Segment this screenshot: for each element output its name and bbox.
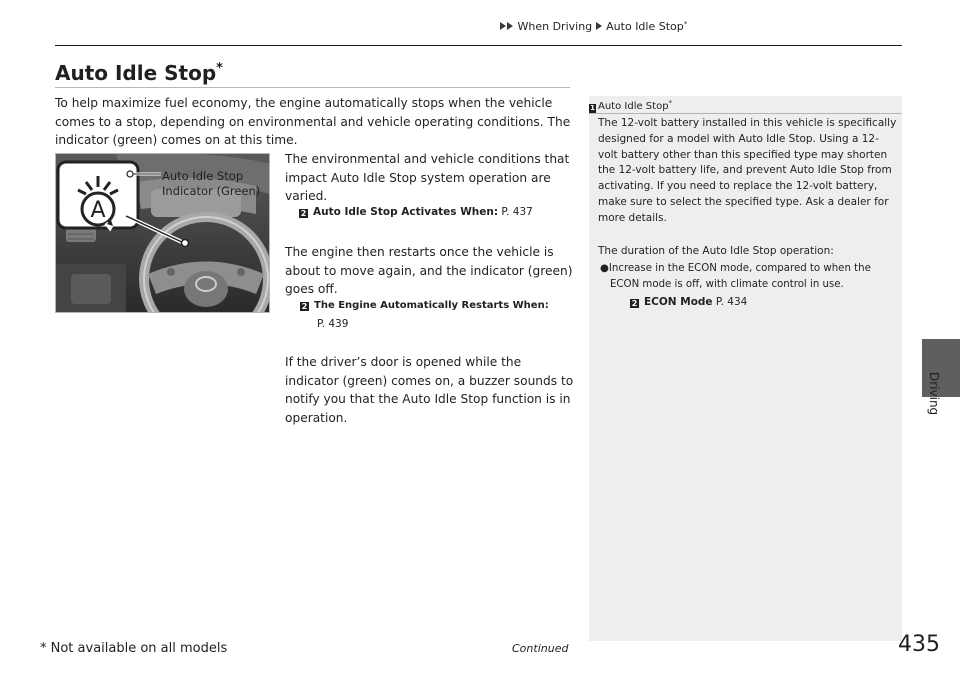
- intro-paragraph: To help maximize fuel economy, the engine automatically stops when the vehicle comes to a stop, depending on environmental and vehicle operating conditions. The indicator (green) comes on at this time.: [55, 96, 571, 147]
- page-title: [55, 61, 223, 85]
- battery-note: The 12-volt battery installed in this vehicle is specifically designed for a model with Auto Idle Stop. Using a 12-volt battery other than this specified type may shorten the 12-volt battery life, and prevent Auto Idle Stop from activating. If you need to replace the 12-volt battery, make sure to select the specified type. Ask a dealer for more details.: [598, 117, 897, 224]
- callout-line2: Indicator (Green): [162, 184, 261, 198]
- footnote: * Not available on all models: [40, 641, 228, 656]
- indicator-callout-label: [162, 169, 260, 199]
- cross-reference-restarts[interactable]: [300, 300, 549, 311]
- duration-bullet: [598, 261, 898, 293]
- cross-reference-page: P. 437: [501, 206, 533, 218]
- breadcrumb-section[interactable]: When Driving: [517, 20, 593, 33]
- title-divider: [55, 87, 570, 88]
- cross-reference-icon: 2: [301, 302, 308, 311]
- cross-reference-page: P. 434: [715, 296, 748, 308]
- cross-reference-page: P. 439: [317, 318, 349, 330]
- breadcrumb-arrow-icon: [507, 22, 513, 30]
- side-note-asterisk: *: [668, 99, 673, 107]
- header-divider: [55, 45, 902, 46]
- duration-note: The duration of the Auto Idle Stop operation:: [598, 245, 834, 257]
- cross-reference-label[interactable]: Auto Idle Stop Activates When:: [313, 206, 499, 218]
- side-note-title: Auto Idle Stop: [598, 101, 669, 112]
- breadcrumb-asterisk: *: [683, 20, 688, 28]
- cross-reference-activates[interactable]: [299, 206, 533, 218]
- conditions-paragraph: The environmental and vehicle conditions that impact Auto Idle Stop system operation are varied.: [285, 152, 570, 203]
- cross-reference-econ[interactable]: [630, 295, 747, 311]
- restart-paragraph: The engine then restarts once the vehicle is about to move again, and the indicator (green) goes off.: [285, 245, 573, 296]
- page-title-asterisk: *: [216, 61, 223, 76]
- breadcrumb-page: Auto Idle Stop: [606, 20, 684, 33]
- page-number: 435: [898, 632, 940, 657]
- note-marker-icon: 1: [590, 104, 595, 112]
- breadcrumb-arrow-icon: [500, 22, 506, 30]
- side-note-divider: [589, 113, 902, 114]
- svg-text:A: A: [90, 198, 106, 223]
- cross-reference-icon: 2: [631, 299, 638, 308]
- cross-reference-label[interactable]: The Engine Automatically Restarts When:: [314, 300, 549, 311]
- bullet-icon: ●: [600, 263, 609, 274]
- continued-label: Continued: [512, 642, 569, 655]
- callout-line1: Auto Idle Stop: [162, 169, 244, 183]
- breadcrumb-arrow-icon: [596, 22, 602, 30]
- door-buzzer-paragraph: If the driver’s door is opened while the indicator (green) comes on, a buzzer sounds to notify you that the Auto Idle Stop function is in operation.: [285, 355, 574, 425]
- cross-reference-icon: 2: [300, 209, 307, 218]
- cross-reference-label[interactable]: ECON Mode: [644, 296, 713, 308]
- page-title-text: Auto Idle Stop: [55, 61, 217, 85]
- duration-bullet-text: Increase in the ECON mode, compared to when the ECON mode is off, with climate control in use.: [608, 263, 871, 290]
- side-note-header: [589, 99, 902, 113]
- breadcrumb: [500, 20, 902, 33]
- chapter-tab-label: Driving: [927, 372, 941, 416]
